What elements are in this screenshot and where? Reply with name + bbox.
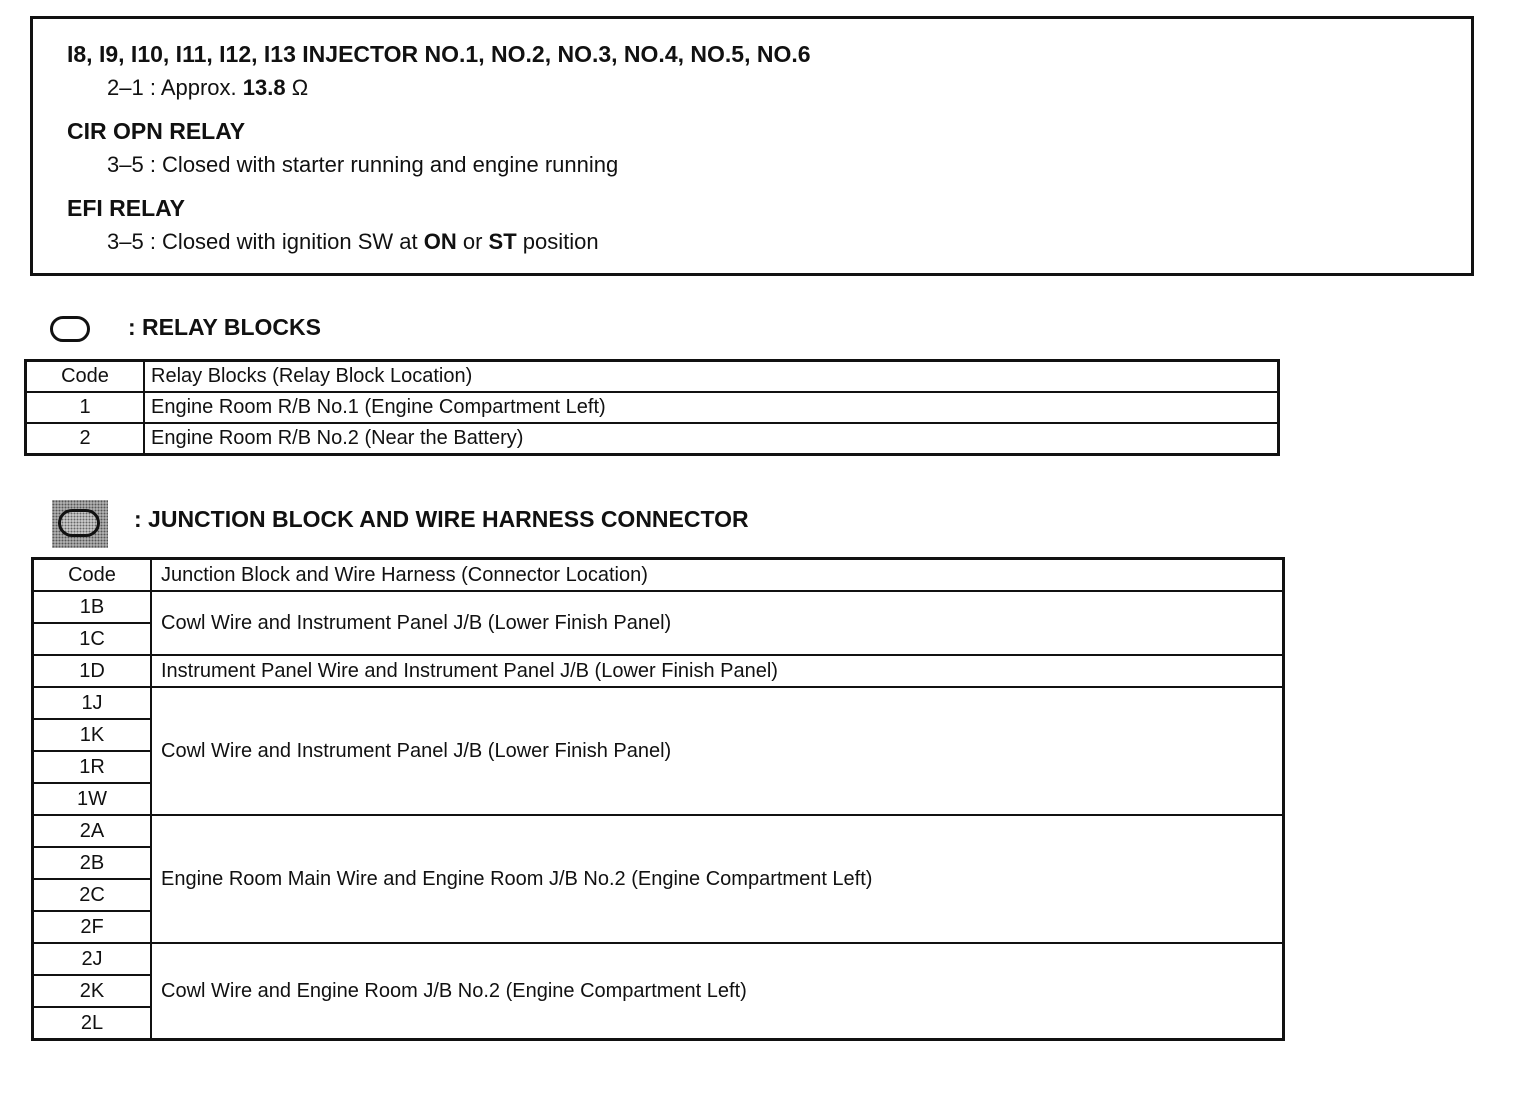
relay-blocks-table	[24, 359, 1280, 456]
table-row	[26, 423, 1279, 455]
table-row	[33, 815, 1284, 847]
injector-relay-spec-box	[30, 16, 1474, 276]
jb-code-cell: 1D	[33, 655, 152, 687]
jb-code-cell: 2A	[33, 815, 152, 847]
jb-code-cell: 2C	[33, 879, 152, 911]
table-header-row	[33, 559, 1284, 592]
jb-location-cell: Cowl Wire and Instrument Panel J/B (Lower Finish Panel)	[151, 591, 1284, 655]
jb-code-cell: 2B	[33, 847, 152, 879]
jb-location-cell: Instrument Panel Wire and Instrument Panel J/B (Lower Finish Panel)	[151, 655, 1284, 687]
table-row	[33, 655, 1284, 687]
injector-spec-value: 13.8	[242, 75, 286, 100]
location-column-header: Relay Blocks (Relay Block Location)	[144, 361, 1279, 393]
jb-code-cell: 1K	[33, 719, 152, 751]
efi-relay-spec	[107, 229, 599, 255]
jb-location-cell: Engine Room Main Wire and Engine Room J/B No.2 (Engine Compartment Left)	[151, 815, 1284, 943]
efi-spec-prefix: 3–5 : Closed with ignition SW at	[107, 229, 424, 254]
jb-code-cell: 2K	[33, 975, 152, 1007]
relay-code-cell: 2	[26, 423, 145, 455]
location-column-header: Junction Block and Wire Harness (Connector Location)	[151, 559, 1284, 592]
relay-block-legend-icon	[50, 316, 90, 342]
jb-code-cell: 2F	[33, 911, 152, 943]
jb-code-cell: 1R	[33, 751, 152, 783]
jb-code-cell: 2L	[33, 1007, 152, 1040]
relay-blocks-title: : RELAY BLOCKS	[128, 314, 321, 340]
table-row	[26, 392, 1279, 423]
jb-code-cell: 2J	[33, 943, 152, 975]
efi-spec-on: ON	[423, 229, 457, 254]
injector-header: I8, I9, I10, I11, I12, I13 INJECTOR NO.1, NO.2, NO.3, NO.4, NO.5, NO.6	[67, 41, 811, 67]
jb-location-cell: Cowl Wire and Instrument Panel J/B (Lower Finish Panel)	[151, 687, 1284, 815]
injector-spec-unit: Ω	[285, 75, 309, 100]
junction-block-table	[31, 557, 1285, 1041]
relay-code-cell: 1	[26, 392, 145, 423]
junction-block-shape-icon	[58, 509, 100, 537]
jb-code-cell: 1B	[33, 591, 152, 623]
junction-block-legend-icon	[52, 500, 108, 548]
injector-spec	[107, 75, 308, 101]
injector-spec-prefix: 2–1 : Approx.	[107, 75, 243, 100]
jb-code-cell: 1W	[33, 783, 152, 815]
code-column-header: Code	[33, 559, 152, 592]
table-row	[33, 591, 1284, 623]
efi-relay-header: EFI RELAY	[67, 195, 186, 221]
jb-location-cell: Cowl Wire and Engine Room J/B No.2 (Engine Compartment Left)	[151, 943, 1284, 1040]
efi-spec-suffix: position	[516, 229, 599, 254]
cir-opn-relay-header: CIR OPN RELAY	[67, 118, 246, 144]
jb-code-cell: 1J	[33, 687, 152, 719]
code-column-header: Code	[26, 361, 145, 393]
table-row	[33, 687, 1284, 719]
efi-spec-st: ST	[488, 229, 517, 254]
relay-location-cell: Engine Room R/B No.1 (Engine Compartment Left)	[144, 392, 1279, 423]
cir-opn-relay-spec: 3–5 : Closed with starter running and engine running	[107, 152, 619, 177]
relay-location-cell: Engine Room R/B No.2 (Near the Battery)	[144, 423, 1279, 455]
efi-spec-or: or	[456, 229, 489, 254]
table-header-row	[26, 361, 1279, 393]
jb-code-cell: 1C	[33, 623, 152, 655]
table-row	[33, 943, 1284, 975]
junction-block-title: : JUNCTION BLOCK AND WIRE HARNESS CONNECTOR	[134, 506, 749, 532]
